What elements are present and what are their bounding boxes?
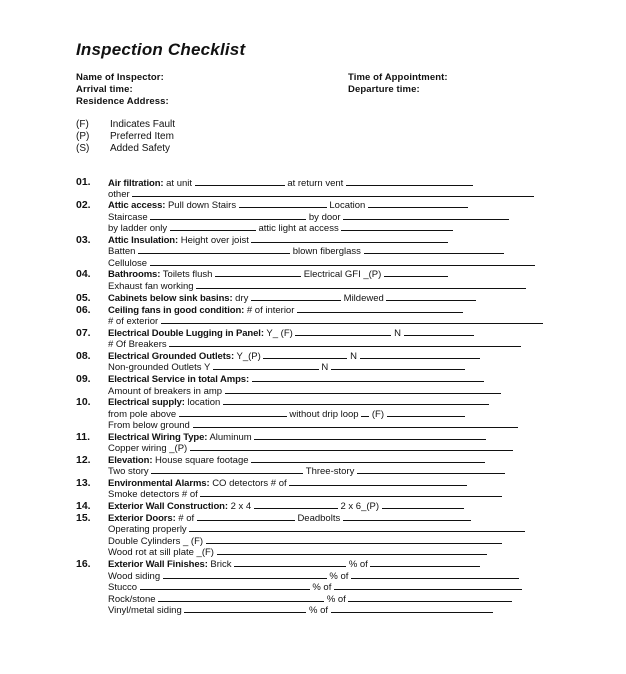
story-row: Two story Three-story — [108, 465, 505, 477]
smoke-detectors-row: Smoke detectors # of — [108, 488, 502, 500]
blank-line[interactable] — [331, 361, 465, 370]
batten-row: Batten blown fiberglass — [108, 245, 504, 257]
vinyl-metal-row: Vinyl/metal siding % of — [108, 604, 493, 616]
exhaust-fan-row: Exhaust fan working — [108, 280, 526, 292]
blank-line[interactable] — [254, 500, 338, 509]
blank-line[interactable] — [404, 327, 474, 336]
blank-line[interactable] — [169, 338, 521, 347]
blank-line[interactable] — [200, 488, 502, 497]
ladder-row: by ladder only attic light at access — [108, 222, 453, 234]
inspector-name-label: Name of Inspector: — [76, 72, 164, 83]
blank-line[interactable] — [370, 558, 480, 567]
non-grounded-row: Non-grounded Outlets Y N — [108, 361, 465, 373]
elevation-row: Elevation: House square footage — [108, 454, 485, 466]
item-number: 16. — [76, 558, 91, 570]
from-below-row: From below ground — [108, 419, 518, 431]
blank-line[interactable] — [368, 199, 468, 208]
double-lugging-row: Electrical Double Lugging in Panel: Y_ (F) N — [108, 327, 474, 339]
blank-line[interactable] — [163, 570, 327, 579]
item-number: 08. — [76, 350, 91, 362]
blank-line[interactable] — [384, 268, 448, 277]
bathrooms-row: Bathrooms: Toilets flush Electrical GFI _(P) — [108, 268, 448, 280]
blank-line[interactable] — [361, 408, 369, 417]
blank-line[interactable] — [295, 327, 391, 336]
blank-line[interactable] — [158, 593, 324, 602]
blank-line[interactable] — [343, 512, 471, 521]
arrival-time-label: Arrival time: — [76, 84, 133, 95]
electrical-supply-row: Electrical supply: location — [108, 396, 489, 408]
stucco-row: Stucco % of — [108, 581, 522, 593]
blank-line[interactable] — [206, 535, 502, 544]
blank-line[interactable] — [348, 593, 512, 602]
double-cylinders-row: Double Cylinders _ (F) — [108, 535, 502, 547]
from-pole-row: from pole above without drip loop (F) — [108, 408, 465, 420]
item-number: 04. — [76, 268, 91, 280]
blank-line[interactable] — [251, 454, 485, 463]
blank-line[interactable] — [343, 211, 509, 220]
amount-breakers-row: Amount of breakers in amp — [108, 385, 501, 397]
cellulose-row: Cellulose — [108, 257, 535, 269]
blank-line[interactable] — [239, 199, 327, 208]
air-filtration-other-row: other — [108, 188, 534, 200]
blank-line[interactable] — [251, 234, 448, 243]
blank-line[interactable] — [193, 419, 518, 428]
item-number: 09. — [76, 373, 91, 385]
blank-line[interactable] — [161, 315, 543, 324]
blank-line[interactable] — [197, 512, 295, 521]
blank-line[interactable] — [263, 350, 347, 359]
residence-address-label: Residence Address: — [76, 96, 169, 107]
blank-line[interactable] — [351, 570, 519, 579]
blank-line[interactable] — [225, 385, 501, 394]
blank-line[interactable] — [184, 604, 306, 613]
blank-line[interactable] — [331, 604, 493, 613]
operating-properly-row: Operating properly — [108, 523, 525, 535]
blank-line[interactable] — [297, 304, 463, 313]
page-title: Inspection Checklist — [76, 40, 246, 59]
blank-line[interactable] — [170, 222, 256, 231]
blank-line[interactable] — [132, 188, 534, 197]
wood-siding-row: Wood siding % of — [108, 570, 519, 582]
rock-stone-row: Rock/stone % of — [108, 593, 512, 605]
air-filtration-row: Air filtration: at unit at return vent — [108, 177, 473, 189]
copper-wiring-row: Copper wiring _(P) — [108, 442, 513, 454]
blank-line[interactable] — [364, 245, 504, 254]
blank-line[interactable] — [252, 373, 484, 382]
cabinets-row: Cabinets below sink basins: dry Mildewed — [108, 292, 476, 304]
item-number: 02. — [76, 199, 91, 211]
blank-line[interactable] — [382, 500, 464, 509]
blank-line[interactable] — [150, 257, 535, 266]
item-number: 15. — [76, 512, 91, 524]
staircase-row: Staircase by door — [108, 211, 509, 223]
blank-line[interactable] — [138, 245, 290, 254]
wiring-type-row: Electrical Wiring Type: Aluminum — [108, 431, 486, 443]
item-number: 01. — [76, 176, 91, 188]
item-number: 11. — [76, 431, 91, 443]
blank-line[interactable] — [213, 361, 319, 370]
blank-line[interactable] — [217, 546, 487, 555]
blank-line[interactable] — [190, 442, 513, 451]
blank-line[interactable] — [357, 465, 505, 474]
blank-line[interactable] — [386, 292, 476, 301]
ext-wall-construction-row: Exterior Wall Construction: 2 x 4 2 x 6_(P) — [108, 500, 464, 512]
attic-insulation-row: Attic Insulation: Height over joist — [108, 234, 448, 246]
departure-time-label: Departure time: — [348, 84, 420, 95]
breakers-row: # Of Breakers — [108, 338, 521, 350]
blank-line[interactable] — [387, 408, 465, 417]
blank-line[interactable] — [195, 177, 285, 186]
blank-line[interactable] — [254, 431, 486, 440]
blank-line[interactable] — [140, 581, 310, 590]
env-alarms-row: Environmental Alarms: CO detectors # of — [108, 477, 467, 489]
grounded-outlets-row: Electrical Grounded Outlets: Y_(P) N — [108, 350, 480, 362]
wood-rot-row: Wood rot at sill plate _(F) — [108, 546, 487, 558]
blank-line[interactable] — [151, 465, 303, 474]
blank-line[interactable] — [360, 350, 480, 359]
blank-line[interactable] — [223, 396, 489, 405]
blank-line[interactable] — [215, 268, 301, 277]
blank-line[interactable] — [189, 523, 525, 532]
ceiling-fans-row: Ceiling fans in good condition: # of interior — [108, 304, 463, 316]
blank-line[interactable] — [346, 177, 473, 186]
item-number: 14. — [76, 500, 91, 512]
ceiling-fans-exterior-row: # of exterior — [108, 315, 543, 327]
item-number: 13. — [76, 477, 91, 489]
appointment-time-label: Time of Appointment: — [348, 72, 448, 83]
blank-line[interactable] — [150, 211, 306, 220]
blank-line[interactable] — [179, 408, 287, 417]
blank-line[interactable] — [196, 280, 526, 289]
electrical-service-row: Electrical Service in total Amps: — [108, 373, 484, 385]
item-number: 05. — [76, 292, 91, 304]
attic-access-row: Attic access: Pull down Stairs Location — [108, 199, 468, 211]
blank-line[interactable] — [334, 581, 522, 590]
item-number: 10. — [76, 396, 91, 408]
blank-line[interactable] — [341, 222, 453, 231]
item-number: 12. — [76, 454, 91, 466]
ext-doors-row: Exterior Doors: # of Deadbolts — [108, 512, 471, 524]
blank-line[interactable] — [234, 558, 346, 567]
ext-wall-finishes-row: Exterior Wall Finishes: Brick % of — [108, 558, 480, 570]
blank-line[interactable] — [289, 477, 467, 486]
item-number: 07. — [76, 327, 91, 339]
item-number: 03. — [76, 234, 91, 246]
blank-line[interactable] — [251, 292, 341, 301]
item-number: 06. — [76, 304, 91, 316]
